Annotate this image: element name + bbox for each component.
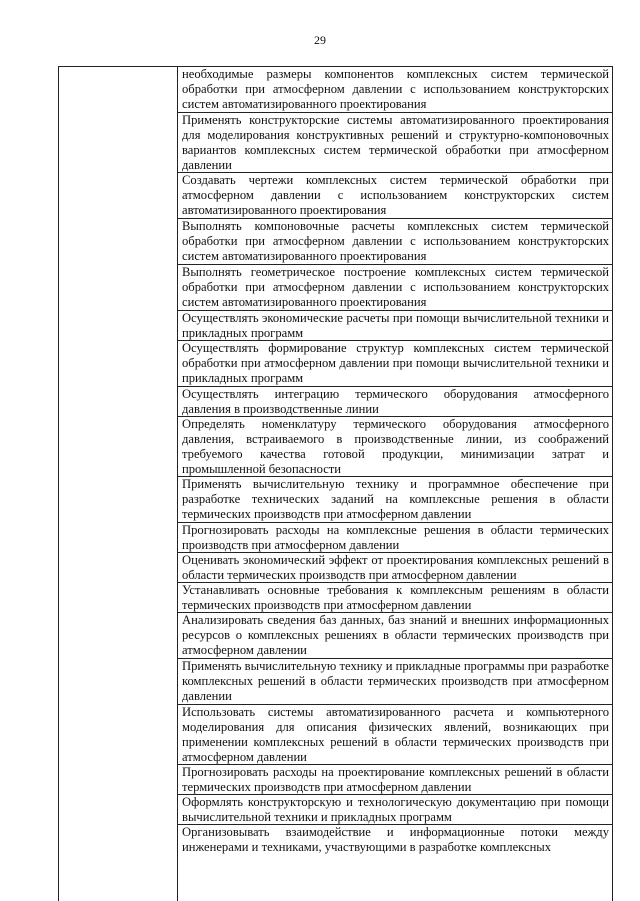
table-row: Прогнозировать расходы на проектирование комплексных решений в области термических производств при атмосферном давлении <box>178 765 612 795</box>
table-row: Определять номенклатуру термического оборудования атмосферного давления, встраиваемого в производственные линии, из соображений требуемого качества готовой продукции, минимизации затрат и промышленной безопасности <box>178 417 612 477</box>
table-row: Выполнять компоновочные расчеты комплексных систем термической обработки при атмосферном давлении с использованием конструкторских систем автоматизированного проектирования <box>178 219 612 265</box>
label-column <box>59 67 178 901</box>
table-row: Осуществлять интеграцию термического оборудования атмосферного давления в производственные линии <box>178 387 612 417</box>
table-row: Создавать чертежи комплексных систем термической обработки при атмосферном давлении с использованием конструкторских систем автоматизированного проектирования <box>178 173 612 219</box>
table-row: Применять вычислительную технику и программное обеспечение при разработке технических заданий на комплексные решения в области термических производств при атмосферном давлении <box>178 477 612 523</box>
page-number: 29 <box>314 33 326 47</box>
skills-table <box>58 66 613 901</box>
table-row: необходимые размеры компонентов комплексных систем термической обработки при атмосферном давлении с использованием конструкторских систем автоматизированного проектирования <box>178 67 612 113</box>
table-row: Прогнозировать расходы на комплексные решения в области термических производств при атмосферном давлении <box>178 523 612 553</box>
table-row: Применять вычислительную технику и прикладные программы при разработке комплексных решений в области термических производств при атмосферном давлении <box>178 659 612 705</box>
table-row: Использовать системы автоматизированного расчета и компьютерного моделирования для описания физических явлений, возникающих при применении комплексных решений в области термических производств при атмосферном давлении <box>178 705 612 765</box>
table-row: Анализировать сведения баз данных, баз знаний и внешних информационных ресурсов о комплексных решениях в области термических производств при атмосферном давлении <box>178 613 612 659</box>
table-row: Применять конструкторские системы автоматизированного проектирования для моделирования конструктивных решений и структурно-компоновочных вариантов комплексных систем термической обработки при атмосферном давлении <box>178 113 612 173</box>
table-row: Осуществлять формирование структур комплексных систем термической обработки при атмосферном давлении при помощи вычислительной техники и прикладных программ <box>178 341 612 387</box>
table-row: Оформлять конструкторскую и технологическую документацию при помощи вычислительной техники и прикладных программ <box>178 795 612 825</box>
table-row: Устанавливать основные требования к комплексным решениям в области термических производств при атмосферном давлении <box>178 583 612 613</box>
skills-column <box>178 67 612 869</box>
table-row: Осуществлять экономические расчеты при помощи вычислительной техники и прикладных программ <box>178 311 612 341</box>
table-row: Оценивать экономический эффект от проектирования комплексных решений в области термических производств при атмосферном давлении <box>178 553 612 583</box>
table-row: Организовывать взаимодействие и информационные потоки между инженерами и техниками, участвующими в разработке комплексных <box>182 825 609 854</box>
table-row: Выполнять геометрическое построение комплексных систем термической обработки при атмосферном давлении с использованием конструкторских систем автоматизированного проектирования <box>178 265 612 311</box>
